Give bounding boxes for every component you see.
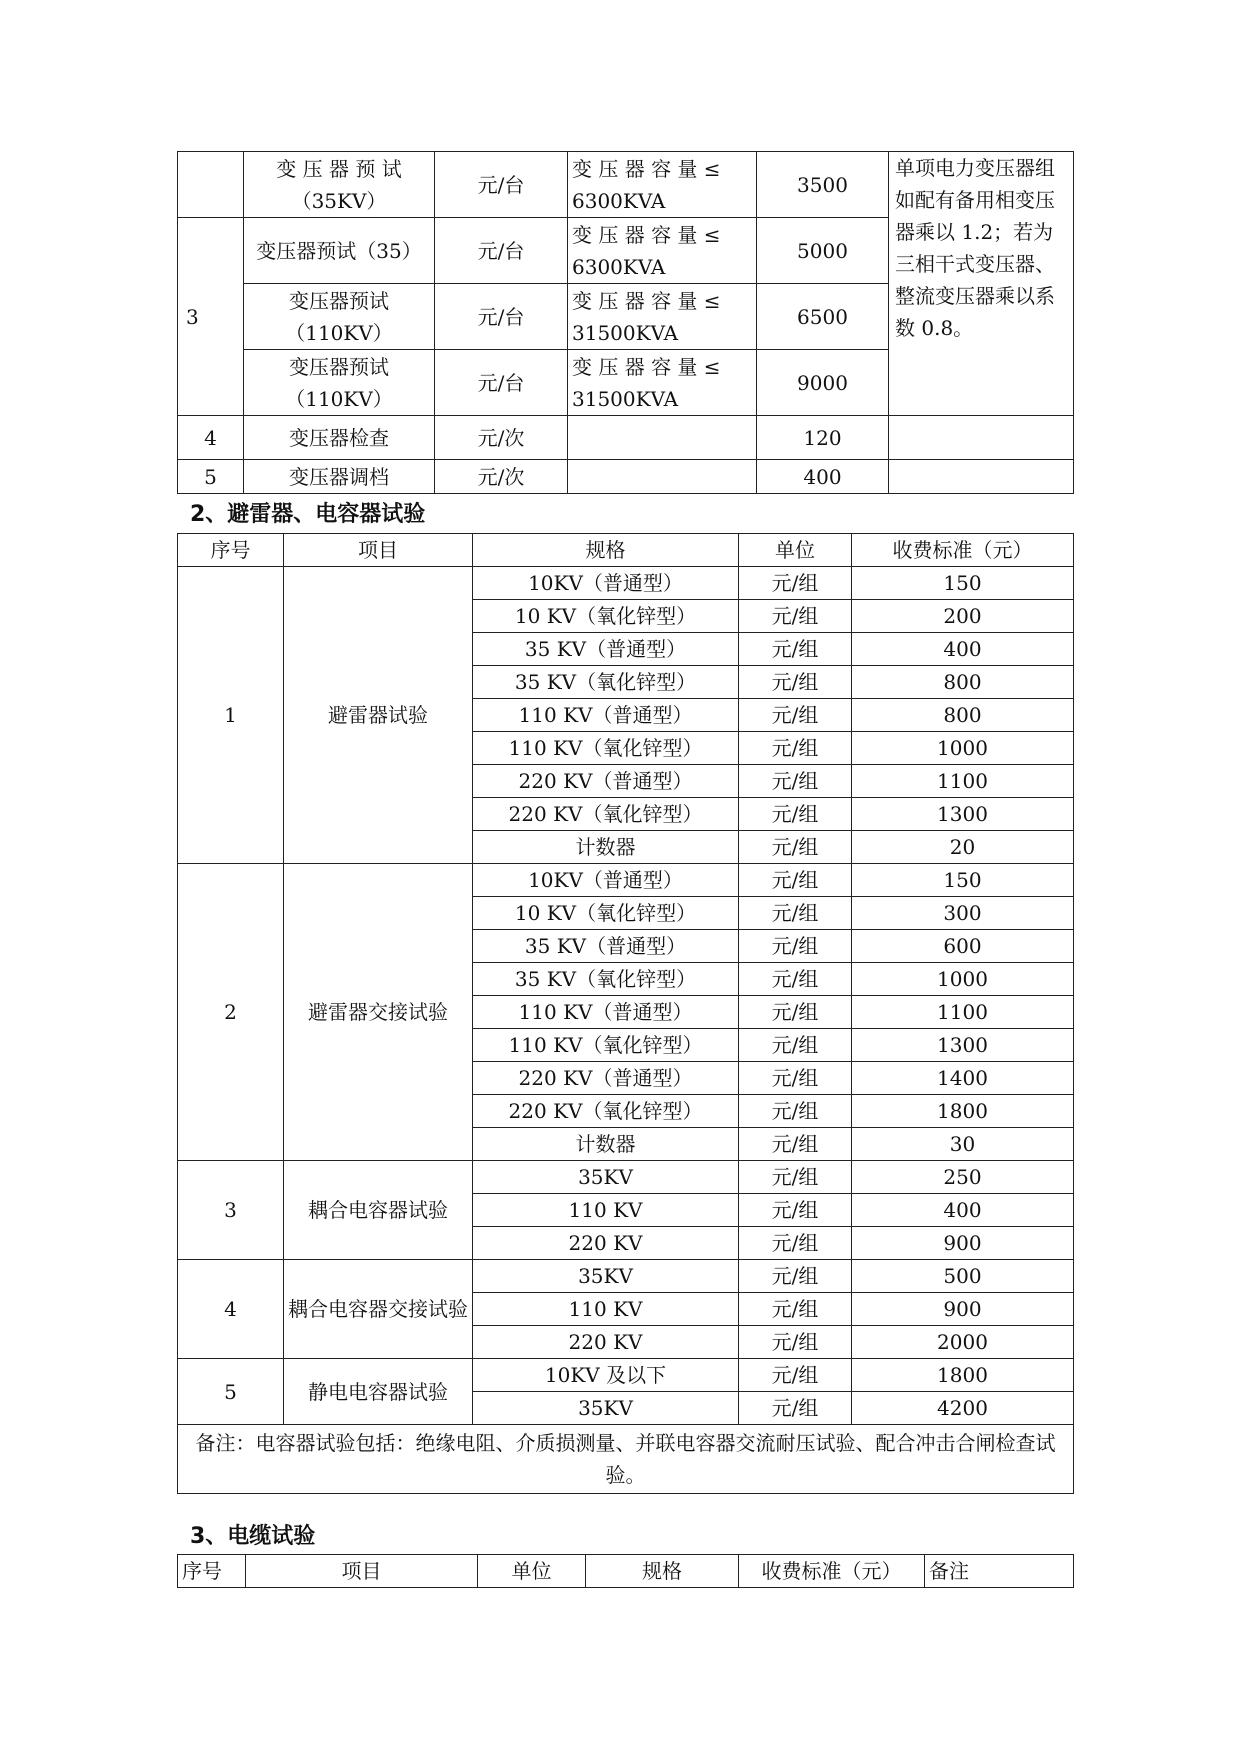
price-cell: 30: [852, 1128, 1074, 1161]
unit-cell: 元/组: [739, 1260, 852, 1293]
spec-cell: 110 KV（氧化锌型）: [473, 732, 739, 765]
empty-no-cell: [178, 152, 244, 218]
arrester-capacitor-table: [177, 533, 1074, 1494]
unit-cell: 元/台: [435, 218, 568, 284]
price-cell: 400: [852, 1194, 1074, 1227]
price-cell: 20: [852, 831, 1074, 864]
spec-cell: 变 压 器 容 量 ≤ 31500KVA: [568, 284, 757, 350]
price-cell: 300: [852, 897, 1074, 930]
unit-cell: 元/次: [435, 460, 568, 494]
table-body: [178, 567, 1074, 1425]
spec-cell: 变 压 器 容 量 ≤ 6300KVA: [568, 218, 757, 284]
spec-cell: 220 KV（氧化锌型）: [473, 1095, 739, 1128]
item-cell: 静电电容器试验: [284, 1359, 473, 1425]
unit-cell: 元/组: [739, 633, 852, 666]
price-cell: 4200: [852, 1392, 1074, 1425]
note-cell: [889, 416, 1074, 460]
unit-cell: 元/组: [739, 1392, 852, 1425]
unit-cell: 元/次: [435, 416, 568, 460]
table-row: [178, 864, 1074, 897]
price-cell: 1800: [852, 1359, 1074, 1392]
unit-cell: 元/台: [435, 152, 568, 218]
spec-cell: 计数器: [473, 831, 739, 864]
spec-cell: 35 KV（普通型）: [473, 930, 739, 963]
unit-cell: 元/台: [435, 350, 568, 416]
price-cell: 120: [757, 416, 889, 460]
unit-cell: 元/组: [739, 1227, 852, 1260]
price-cell: 6500: [757, 284, 889, 350]
unit-cell: 元/组: [739, 600, 852, 633]
unit-cell: 元/组: [739, 1029, 852, 1062]
unit-cell: 元/组: [739, 1293, 852, 1326]
spec-cell: 220 KV（氧化锌型）: [473, 798, 739, 831]
unit-cell: 元/组: [739, 963, 852, 996]
no-cell: 4: [178, 416, 244, 460]
header-row: [178, 1555, 1074, 1588]
spec-cell: 220 KV: [473, 1326, 739, 1359]
spec-cell: 10 KV（氧化锌型）: [473, 600, 739, 633]
unit-cell: 元/组: [739, 1326, 852, 1359]
spec-cell: 变 压 器 容 量 ≤ 6300KVA: [568, 152, 757, 218]
spec-cell: 35 KV（氧化锌型）: [473, 963, 739, 996]
price-cell: 1100: [852, 765, 1074, 798]
unit-cell: 元/组: [739, 798, 852, 831]
item-cell: 变 压 器 预 试（35KV）: [244, 152, 435, 218]
spec-cell: [568, 460, 757, 494]
section-heading: 3、电缆试验: [190, 1524, 316, 1549]
price-cell: 500: [852, 1260, 1074, 1293]
cable-test-table: [177, 1554, 1074, 1588]
price-cell: 1800: [852, 1095, 1074, 1128]
item-cell: 变压器预试（110KV）: [244, 284, 435, 350]
spec-cell: 110 KV（普通型）: [473, 699, 739, 732]
note-row: [178, 1425, 1074, 1494]
price-cell: 400: [757, 460, 889, 494]
no-cell: 5: [178, 460, 244, 494]
spec-cell: 110 KV: [473, 1293, 739, 1326]
unit-cell: 元/组: [739, 1095, 852, 1128]
spec-cell: 35KV: [473, 1161, 739, 1194]
price-cell: 400: [852, 633, 1074, 666]
item-cell: 变压器调档: [244, 460, 435, 494]
no-cell: 4: [178, 1260, 284, 1359]
spec-cell: 110 KV: [473, 1194, 739, 1227]
header-cell: 项目: [284, 534, 473, 567]
unit-cell: 元/组: [739, 1161, 852, 1194]
no-cell: 3: [178, 1161, 284, 1260]
price-cell: 2000: [852, 1326, 1074, 1359]
price-cell: 1300: [852, 1029, 1074, 1062]
price-cell: 1300: [852, 798, 1074, 831]
spec-cell: 220 KV（普通型）: [473, 765, 739, 798]
table-row: [178, 1161, 1074, 1194]
spec-cell: 10 KV（氧化锌型）: [473, 897, 739, 930]
transformer-test-table: [177, 151, 1074, 494]
price-cell: 900: [852, 1227, 1074, 1260]
spec-cell: 110 KV（普通型）: [473, 996, 739, 1029]
header-cell: 收费标准（元）: [852, 534, 1074, 567]
header-cell: 序号: [178, 534, 284, 567]
header-row: [178, 534, 1074, 567]
price-cell: 150: [852, 567, 1074, 600]
item-cell: 变压器检查: [244, 416, 435, 460]
header-cell: 项目: [246, 1555, 478, 1588]
spec-cell: 110 KV（氧化锌型）: [473, 1029, 739, 1062]
price-cell: 5000: [757, 218, 889, 284]
spec-cell: 计数器: [473, 1128, 739, 1161]
price-cell: 900: [852, 1293, 1074, 1326]
note-cell: [889, 460, 1074, 494]
unit-cell: 元/组: [739, 567, 852, 600]
price-cell: 1400: [852, 1062, 1074, 1095]
header-cell: 收费标准（元）: [739, 1555, 925, 1588]
item-cell: 避雷器试验: [284, 567, 473, 864]
price-cell: 150: [852, 864, 1074, 897]
unit-cell: 元/组: [739, 831, 852, 864]
unit-cell: 元/台: [435, 284, 568, 350]
price-cell: 1000: [852, 732, 1074, 765]
spec-cell: 35 KV（普通型）: [473, 633, 739, 666]
unit-cell: 元/组: [739, 1128, 852, 1161]
group-no-cell: 3: [178, 218, 244, 416]
no-cell: 5: [178, 1359, 284, 1425]
table-row: [178, 1359, 1074, 1392]
unit-cell: 元/组: [739, 732, 852, 765]
price-cell: 600: [852, 930, 1074, 963]
header-cell: 单位: [478, 1555, 586, 1588]
header-cell: 单位: [739, 534, 852, 567]
unit-cell: 元/组: [739, 1194, 852, 1227]
header-cell: 备注: [925, 1555, 1074, 1588]
spec-cell: 35KV: [473, 1260, 739, 1293]
item-cell: 耦合电容器交接试验: [284, 1260, 473, 1359]
unit-cell: 元/组: [739, 930, 852, 963]
price-cell: 9000: [757, 350, 889, 416]
price-cell: 800: [852, 666, 1074, 699]
spec-cell: [568, 416, 757, 460]
unit-cell: 元/组: [739, 699, 852, 732]
header-cell: 规格: [586, 1555, 739, 1588]
unit-cell: 元/组: [739, 666, 852, 699]
header-cell: 序号: [178, 1555, 246, 1588]
table-row: [178, 567, 1074, 600]
unit-cell: 元/组: [739, 897, 852, 930]
spec-cell: 10KV（普通型）: [473, 567, 739, 600]
unit-cell: 元/组: [739, 864, 852, 897]
item-cell: 避雷器交接试验: [284, 864, 473, 1161]
unit-cell: 元/组: [739, 765, 852, 798]
price-cell: 1100: [852, 996, 1074, 1029]
spec-cell: 35KV: [473, 1392, 739, 1425]
note-cell: 单项电力变压器组如配有备用相变压器乘以 1.2；若为三相干式变压器、整流变压器乘以系数 0.8。: [889, 152, 1074, 416]
section-heading: 2、避雷器、电容器试验: [190, 502, 426, 527]
price-cell: 3500: [757, 152, 889, 218]
header-cell: 规格: [473, 534, 739, 567]
no-cell: 2: [178, 864, 284, 1161]
item-cell: 变压器预试（35）: [244, 218, 435, 284]
unit-cell: 元/组: [739, 996, 852, 1029]
note-cell: 备注：电容器试验包括：绝缘电阻、介质损测量、并联电容器交流耐压试验、配合冲击合闸检查试验。: [178, 1425, 1074, 1494]
spec-cell: 变 压 器 容 量 ≤ 31500KVA: [568, 350, 757, 416]
price-cell: 200: [852, 600, 1074, 633]
table-row: [178, 1260, 1074, 1293]
no-cell: 1: [178, 567, 284, 864]
spec-cell: 220 KV（普通型）: [473, 1062, 739, 1095]
price-cell: 800: [852, 699, 1074, 732]
unit-cell: 元/组: [739, 1062, 852, 1095]
spec-cell: 220 KV: [473, 1227, 739, 1260]
unit-cell: 元/组: [739, 1359, 852, 1392]
price-cell: 250: [852, 1161, 1074, 1194]
item-cell: 耦合电容器试验: [284, 1161, 473, 1260]
price-cell: 1000: [852, 963, 1074, 996]
spec-cell: 10KV 及以下: [473, 1359, 739, 1392]
spec-cell: 10KV（普通型）: [473, 864, 739, 897]
item-cell: 变压器预试（110KV）: [244, 350, 435, 416]
spec-cell: 35 KV（氧化锌型）: [473, 666, 739, 699]
